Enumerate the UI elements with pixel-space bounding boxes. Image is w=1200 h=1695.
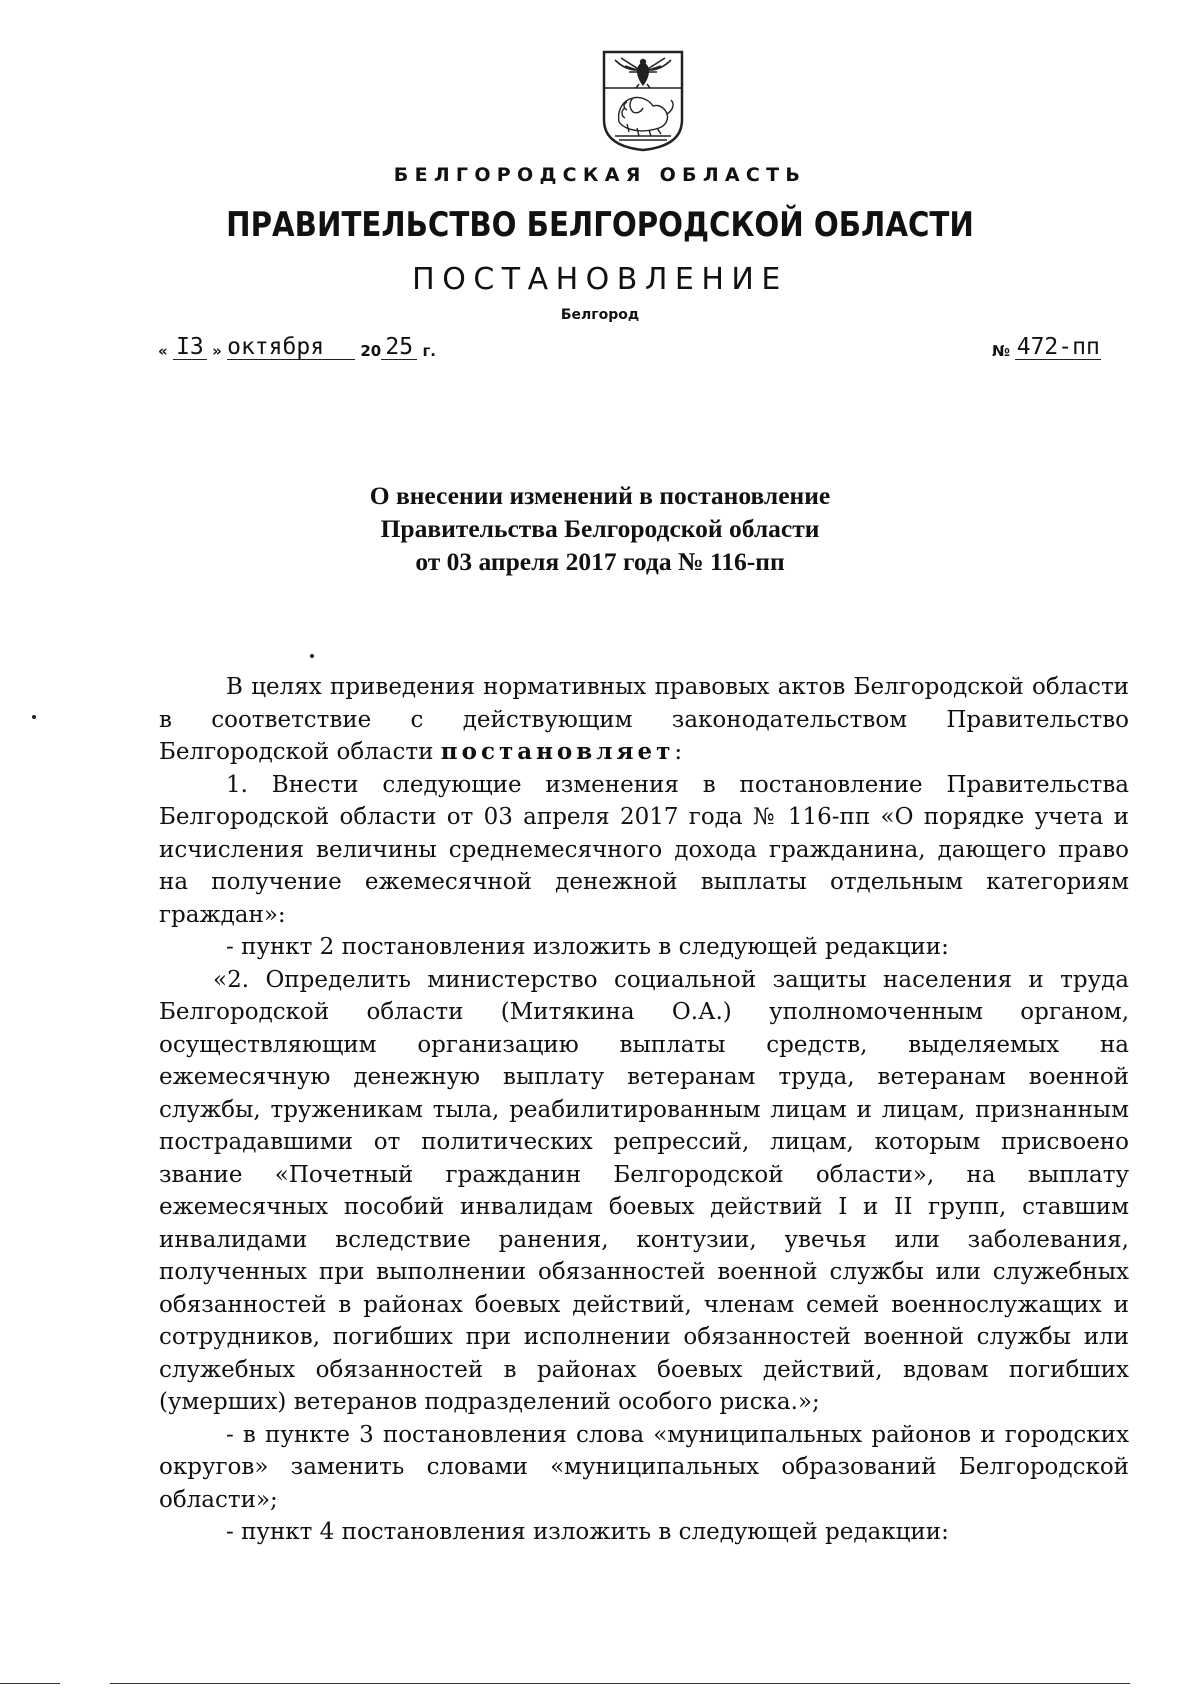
government-name: ПРАВИТЕЛЬСТВО БЕЛГОРОДСКОЙ ОБЛАСТИ [226,205,974,245]
change-2-paragraph: - в пункте 3 постановления слова «муниципальных районов и городских округов» заменить словами «муниципальных образований Белгородской области»; [159,1421,1129,1513]
change-1-paragraph: - пункт 2 постановления изложить в следующей редакции: [226,934,949,960]
decree-number [992,335,1101,360]
date-year: 25 [381,335,417,360]
point-2-paragraph: «2. Определить министерство социальной защиты населения и труда Белгородской области (Митякина О.А.) уполномоченным органом, осуществляющим организацию выплаты средств, выделяемых на ежемесячную денежную выплату ветеранам труда, ветеранам военной службы, труженикам тыла, реабилитированным лицам и лицам, признанным пострадавшими от политических репрессий, лицам, которым присвоено звание «Почетный гражданин Белгородской области», на выплату ежемесячных пособий инвалидам боевых действий I и II групп, ставшим инвалидами вследствие ранения, контузии, увечья или заболевания, полученных при выполнении обязанностей военной службы или служебных обязанностей в районах боевых действий, членам семей военнослужащих и сотрудников, погибших при исполнении обязанностей военной службы или служебных обязанностей в районах боевых действий, вдовам погибших (умерших) ветеранов подразделений особого риска.»; [159,966,1129,1415]
date-year-suffix: г. [422,342,436,360]
document-title [0,479,1200,578]
intro-text: В целях приведения нормативных правовых актов Белгородской области в соответствие с действующим законодательством Правительство Белгородской области [159,674,1129,765]
date-year-prefix: 20 [360,342,382,360]
scan-edge-line [110,1683,1130,1684]
region-name: БЕЛГОРОДСКАЯ ОБЛАСТЬ [393,164,807,186]
scan-speck [310,654,314,658]
city-name: Белгород [560,307,640,323]
number-value: 472-пп [1016,334,1100,360]
item-1-paragraph: 1. Внести следующие изменения в постановление Правительства Белгородской области от 03 апреля 2017 года № 116-пп «О порядке учета и исчисления величины среднемесячного дохода гражданина, дающего право на получение ежемесячной денежной выплаты отдельным категориям граждан»: [159,771,1129,928]
document-body [159,671,1129,1549]
intro-paragraph [159,671,1129,769]
intro-end: : [674,739,683,765]
eagle-lion-shield-icon [601,50,685,152]
number-label: № [992,342,1011,360]
title-line-2: Правительства Белгородской области [380,514,820,543]
date-day: I3 [173,335,207,360]
document-type: ПОСТАНОВЛЕНИЕ [412,262,788,297]
title-line-1: О внесении изменений в постановление [369,481,831,510]
scan-edge-line [0,1683,60,1684]
date-quote-open: « [158,342,168,360]
scan-speck [32,715,36,719]
decree-date [158,335,436,360]
date-quote-close: » [212,342,222,360]
coat-of-arms-emblem [601,50,685,152]
title-line-3: от 03 апреля 2017 года № 116-пп [415,547,785,576]
intro-keyword: постановляет [440,738,675,765]
change-3-paragraph: - пункт 4 постановления изложить в следующей редакции: [226,1519,949,1545]
date-month: октября [227,335,355,360]
